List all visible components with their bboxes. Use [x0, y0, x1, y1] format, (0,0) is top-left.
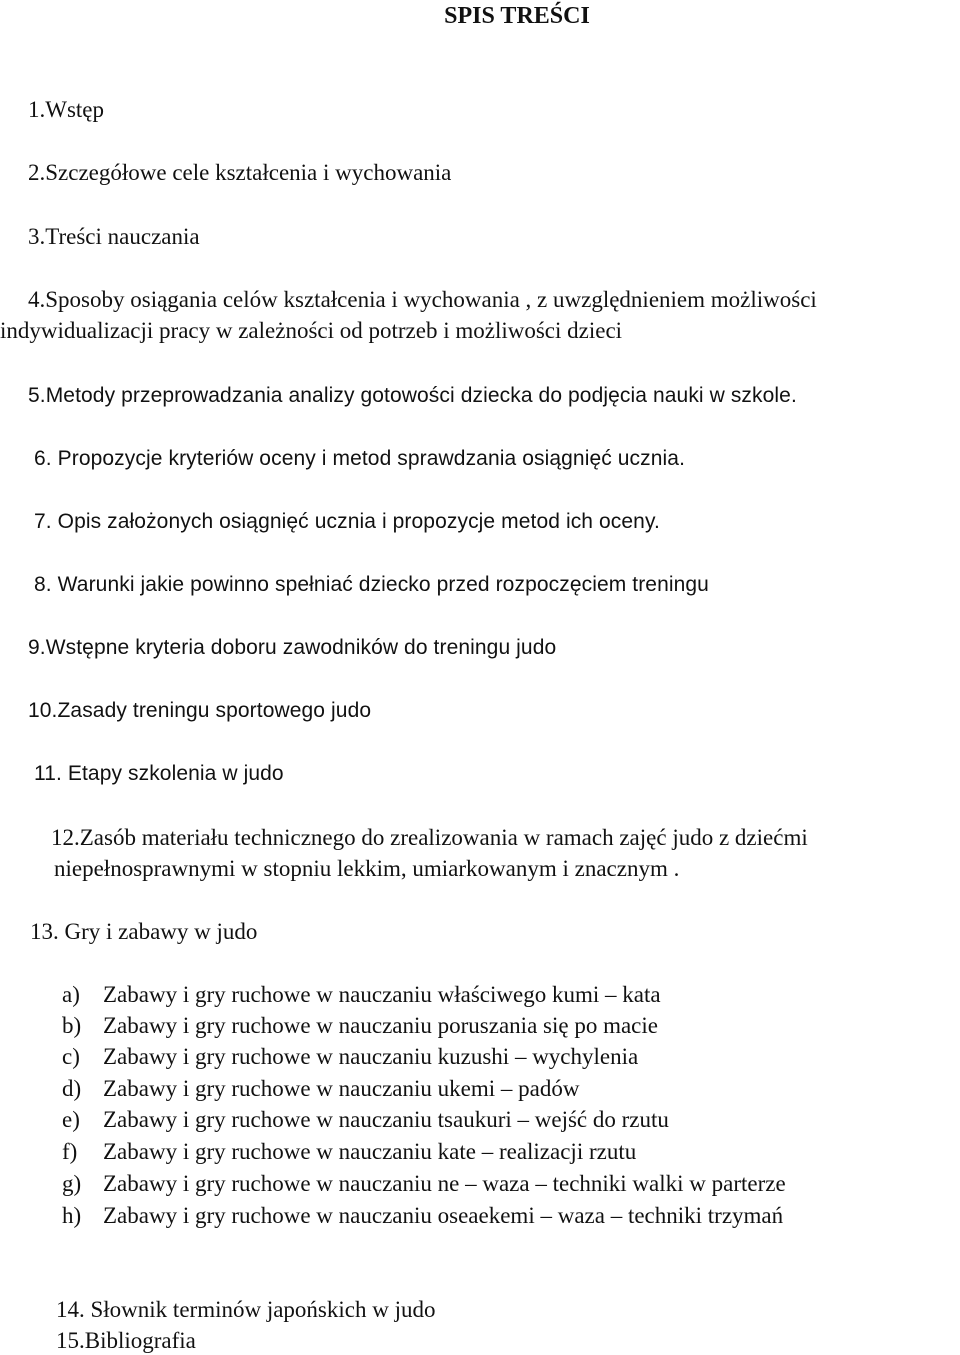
subitem-text: Zabawy i gry ruchowe w nauczaniu oseaekemi – waza – techniki trzymań [103, 1203, 784, 1228]
toc-item-4-line2: indywidualizacji pracy w zależności od potrzeb i możliwości dzieci [0, 318, 623, 343]
subitem-text: Zabawy i gry ruchowe w nauczaniu tsaukuri – wejść do rzutu [103, 1107, 669, 1132]
subitem-letter: a) [62, 982, 80, 1007]
subitem-letter: h) [62, 1203, 82, 1228]
toc-item-7: 7. Opis założonych osiągnięć ucznia i propozycje metod ich oceny. [34, 510, 660, 533]
toc-item-3: 3.Treści nauczania [28, 224, 200, 249]
subitem-text: Zabawy i gry ruchowe w nauczaniu poruszania się po macie [103, 1013, 658, 1038]
subitem-text: Zabawy i gry ruchowe w nauczaniu kate – realizacji rzutu [103, 1139, 637, 1164]
subitem-letter: d) [62, 1076, 82, 1101]
toc-item-11: 11. Etapy szkolenia w judo [34, 762, 284, 785]
toc-item-8: 8. Warunki jakie powinno spełniać dziecko przed rozpoczęciem treningu [34, 573, 709, 596]
toc-item-13: 13. Gry i zabawy w judo [30, 919, 258, 944]
subitem-letter: b) [62, 1013, 82, 1038]
toc-item-2: 2.Szczegółowe cele kształcenia i wychowania [28, 160, 452, 185]
toc-item-4-line1: 4.Sposoby osiągania celów kształcenia i wychowania , z uwzględnieniem możliwości [28, 287, 817, 312]
toc-item-9: 9.Wstępne kryteria doboru zawodników do treningu judo [28, 636, 557, 659]
subitem-letter: c) [62, 1044, 80, 1069]
toc-item-12-line2: niepełnosprawnymi w stopniu lekkim, umiarkowanym i znacznym . [54, 856, 680, 881]
subitem-text: Zabawy i gry ruchowe w nauczaniu ne – waza – techniki walki w parterze [103, 1171, 786, 1196]
page-title: SPIS TREŚCI [444, 3, 590, 29]
subitem-letter: f) [62, 1139, 78, 1164]
subitem-text: Zabawy i gry ruchowe w nauczaniu ukemi – padów [103, 1076, 580, 1101]
toc-item-12-line1: 12.Zasób materiału technicznego do zrealizowania w ramach zajęć judo z dziećmi [51, 825, 808, 850]
toc-item-14: 14. Słownik terminów japońskich w judo [56, 1297, 436, 1322]
subitem-letter: e) [62, 1107, 80, 1132]
toc-item-5: 5.Metody przeprowadzania analizy gotowości dziecka do podjęcia nauki w szkole. [28, 384, 797, 407]
subitem-text: Zabawy i gry ruchowe w nauczaniu właściwego kumi – kata [103, 982, 661, 1007]
toc-item-15: 15.Bibliografia [56, 1328, 196, 1353]
subitem-text: Zabawy i gry ruchowe w nauczaniu kuzushi – wychylenia [103, 1044, 639, 1069]
toc-item-1: 1.Wstęp [28, 97, 105, 122]
toc-item-10: 10.Zasady treningu sportowego judo [28, 699, 372, 722]
toc-item-6: 6. Propozycje kryteriów oceny i metod sprawdzania osiągnięć ucznia. [34, 447, 686, 470]
subitem-letter: g) [62, 1171, 82, 1196]
